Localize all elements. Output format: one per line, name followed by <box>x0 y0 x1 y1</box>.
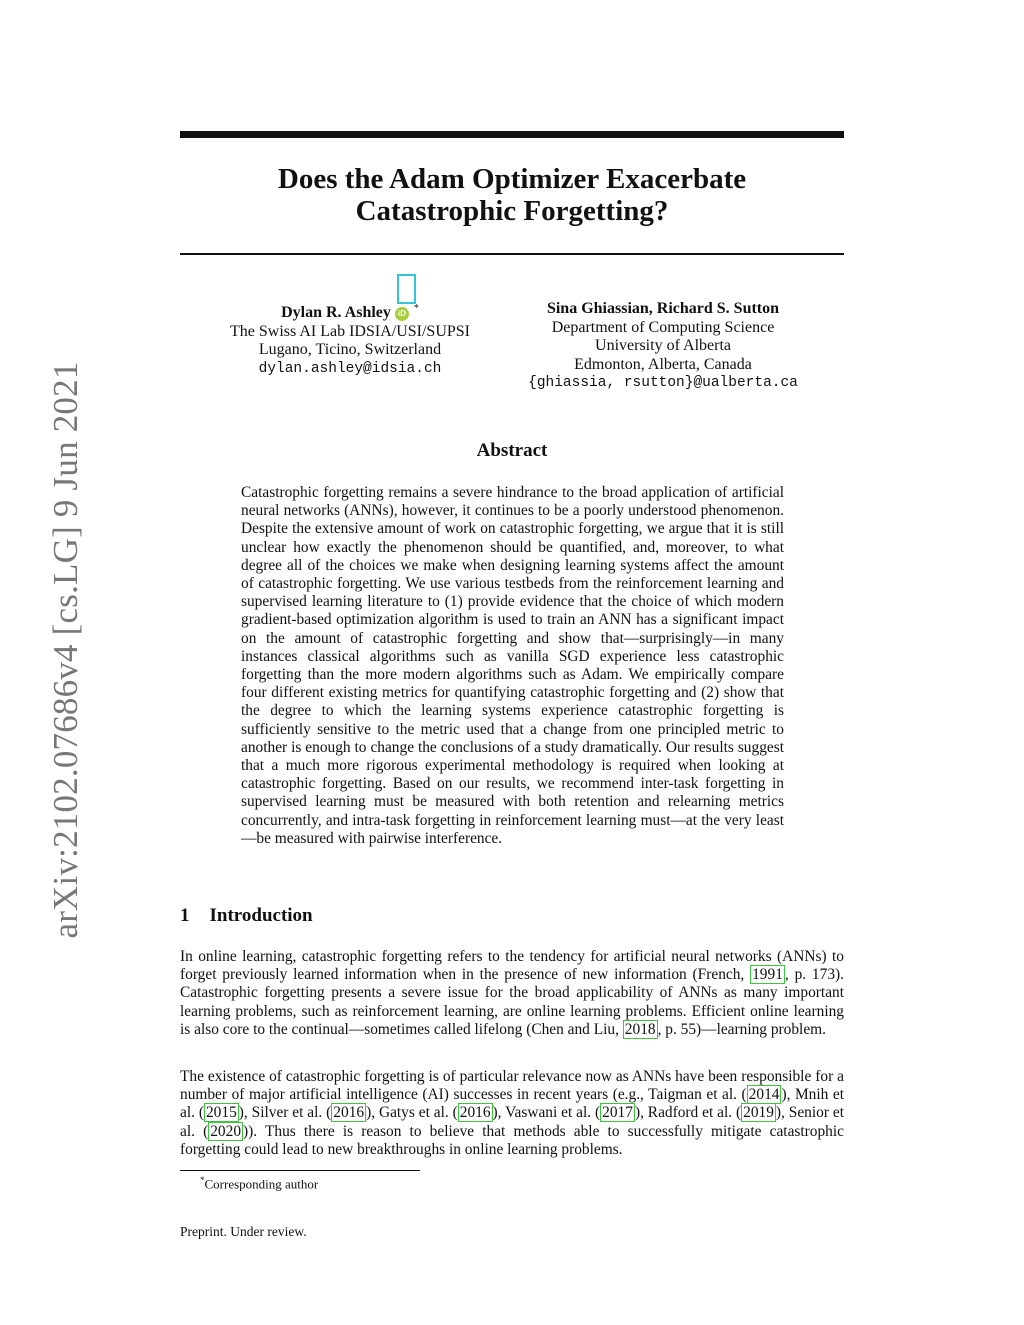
citation-link[interactable]: 2016 <box>459 1104 491 1122</box>
para-text: ), Gatys et al. ( <box>366 1104 458 1122</box>
citation-link[interactable]: 2018 <box>624 1020 656 1038</box>
author-name-line <box>200 300 500 323</box>
arxiv-id-text: arXiv:2102.07686v4 [cs.LG] 9 Jun 2021 <box>46 361 85 939</box>
para-text: The existence of catastrophic forgetting is of particular relevance now as ANNs have been responsible for a number of major artificial intelligence (AI) successes in recent years (e.g., Taigman et al. ( <box>180 1068 844 1104</box>
citation-link[interactable]: 2019 <box>743 1104 774 1122</box>
abstract-text: Catastrophic forgetting remains a severe hindrance to the broad application of artificial neural networks (ANNs), however, it continues to be a poorly understood phenomenon. Despite the extensive amount of work on catastrophic forgetting, we argue that it is still unclear how exactly the phenomenon should be quantified, and, moreover, to what degree all of the choices we make when designing learning systems affect the amount of catastrophic forgetting. We use various testbeds from the reinforcement learning and supervised learning literature to (1) provide evidence that the choice of which modern gradient-based optimization algorithm is used to train an ANN has a significant impact on the amount of catastrophic forgetting and show that—surprisingly—in many instances classical algorithms such as vanilla SGD experience less catastrophic forgetting than the more modern algorithms such as Adam. We empirically compare four different existing metrics for quantifying catastrophic forgetting and (2) show that the degree to which the learning systems experience catastrophic forgetting is sufficiently sensitive to the metric used that a change from one principled metric to another is enough to change the conclusions of a study dramatically. Our results suggest that a much more rigorous experimental methodology is required when looking at catastrophic forgetting. Based on our results, we recommend inter-task forgetting in supervised learning must be measured with both retention and relearning metrics concurrently, and intra-task forgetting in reinforcement learning must—at the very least—be measured with pairwise interference. <box>241 484 784 847</box>
author-emails: {ghiassia, rsutton}@ualberta.ca <box>528 375 798 391</box>
section-heading-introduction <box>180 905 313 927</box>
intro-paragraph-1 <box>180 948 844 1039</box>
para-text: In online learning, catastrophic forgetting refers to the tendency for artificial neural networks (ANNs) to forget previously learned information when in the presence of new information (French, <box>180 948 844 984</box>
para-text: ), Silver et al. ( <box>238 1104 332 1122</box>
title-bottom-rule <box>180 253 844 255</box>
title-line-2: Catastrophic Forgetting? <box>355 195 669 227</box>
citation-link[interactable]: 2020 <box>210 1122 242 1140</box>
citation-link[interactable]: 2014 <box>748 1086 780 1104</box>
citation-link[interactable]: 2016 <box>333 1104 365 1122</box>
para-text: ), Vaswani et al. ( <box>492 1104 601 1122</box>
section-number: 1 <box>180 905 190 926</box>
author-affiliation-lab: The Swiss AI Lab IDSIA/USI/SUPSI <box>229 322 470 340</box>
para-text: , p. 55)—learning problem. <box>657 1020 826 1038</box>
para-text: ), Senior et al. ( <box>180 1104 844 1140</box>
para-text: ), Mnih et al. ( <box>180 1086 844 1122</box>
orcid-icon[interactable]: iD <box>395 307 409 321</box>
preprint-note: Preprint. Under review. <box>180 1224 307 1239</box>
intro-paragraph-2 <box>180 1068 844 1159</box>
footnote-mark: * <box>200 1175 205 1185</box>
footnote <box>200 1175 318 1192</box>
para-text: , p. 173). Catastrophic forgetting presents a severe issue for the broad applicability of ANNs as many important learning problems, such as reinforcement learning, are online learning problems. Efficient online learning is also core to the continual—sometimes called lifelong (Chen and Liu, <box>180 966 844 1038</box>
citation-link[interactable]: 2015 <box>205 1104 237 1122</box>
author-affiliation-department: Department of Computing Science <box>551 318 775 336</box>
author-affiliation-location: Edmonton, Alberta, Canada <box>574 355 752 373</box>
paper-title <box>180 163 844 227</box>
author-names: Sina Ghiassian, Richard S. Sutton <box>546 300 780 317</box>
author-block-ghiassian-sutton <box>513 300 813 393</box>
citation-link[interactable]: 1991 <box>752 966 783 984</box>
author-name: Dylan R. Ashley <box>281 304 391 321</box>
citation-link[interactable]: 2017 <box>602 1104 633 1122</box>
author-email: dylan.ashley@idsia.ch <box>258 360 442 377</box>
author-affiliation-location: Lugano, Ticino, Switzerland <box>258 341 442 358</box>
title-top-rule <box>180 131 844 138</box>
footnote-divider <box>180 1170 420 1171</box>
para-text: ), Radford et al. ( <box>634 1104 742 1122</box>
author-block-ashley <box>200 300 500 378</box>
section-title: Introduction <box>209 905 313 926</box>
author-affiliation-university: University of Alberta <box>595 337 731 354</box>
title-line-1: Does the Adam Optimizer Exacerbate <box>277 163 747 195</box>
abstract-heading: Abstract <box>476 440 548 461</box>
para-text: )). Thus there is reason to believe that methods able to successfully mitigate catastrophic forgetting could lead to new breakthroughs in online learning problems. <box>180 1122 844 1158</box>
footnote-text: Corresponding author <box>204 1176 319 1192</box>
corresponding-author-mark: * <box>413 303 419 314</box>
